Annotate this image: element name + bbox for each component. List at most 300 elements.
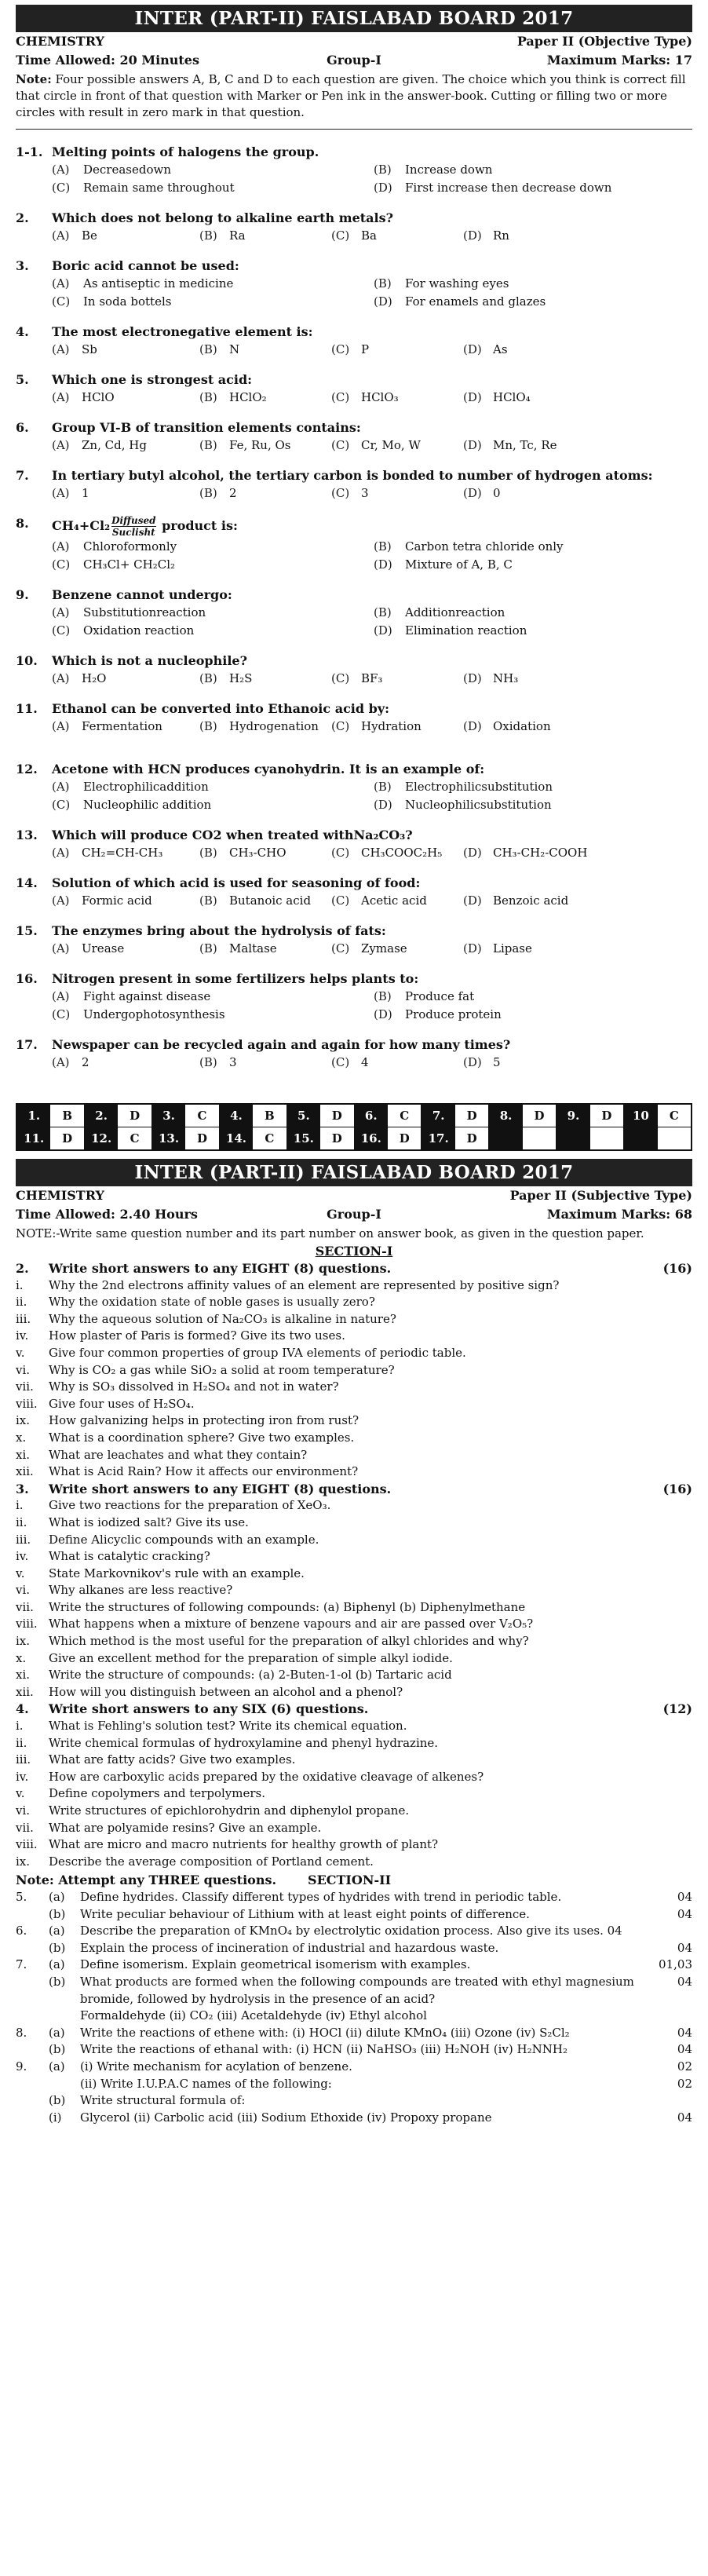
option-text: Oxidation reaction: [83, 623, 195, 638]
short-question-part: [16, 1328, 692, 1345]
short-question-part: [16, 1396, 692, 1413]
options: [16, 341, 692, 359]
short-question-part: [16, 1599, 692, 1617]
mcq-question: [16, 875, 692, 910]
mcq-stem: [16, 371, 692, 389]
mcq-question: [16, 419, 692, 455]
answer-number: [624, 1127, 657, 1149]
short-question-part: [16, 1633, 692, 1650]
option-text: HClO₂: [229, 390, 267, 404]
option-text: Ba: [361, 228, 377, 243]
group: Group-I: [327, 1207, 381, 1222]
short-question-part: [16, 1566, 692, 1583]
part-number: ix.: [16, 1413, 31, 1428]
group: Group-I: [327, 53, 381, 68]
part-number: iii.: [16, 1752, 31, 1767]
question-number: 7.: [16, 468, 29, 483]
spacer: [16, 538, 52, 556]
question-number: [16, 2092, 49, 2110]
part-text: What are fatty acids? Give two examples.: [49, 1752, 296, 1767]
answer-letter: D: [466, 1109, 477, 1123]
option-text: Fight against disease: [83, 989, 211, 1003]
question-number: [16, 1940, 49, 1957]
short-question-part: [16, 1379, 692, 1396]
part-number: ii.: [16, 1735, 27, 1750]
question-number: 9.: [16, 2059, 27, 2074]
part-number: xii.: [16, 1464, 34, 1479]
part-label: (a): [49, 1924, 65, 1938]
answer-key-cell: [355, 1127, 422, 1149]
part-label: (a): [49, 2025, 65, 2040]
option-text: Carbon tetra chloride only: [405, 539, 564, 554]
question-text: Which does not belong to alkaline earth metals?: [52, 210, 393, 225]
short-question-part: [16, 1311, 692, 1328]
option-text: CH₃Cl+ CH₂Cl₂: [83, 557, 176, 572]
part-number: i.: [16, 1277, 24, 1292]
option-text: H₂O: [82, 671, 107, 685]
part-number: i.: [16, 1498, 24, 1513]
option-label: (C): [331, 1055, 350, 1069]
option-text: Chloroformonly: [83, 539, 177, 554]
part-text: (i) Write mechanism for acylation of benzene.: [80, 2059, 352, 2074]
question-number: 14.: [16, 875, 38, 890]
subjective-header-row-2: [16, 1205, 692, 1224]
long-question-part: [16, 1974, 692, 2008]
part-text: What are micro and macro nutrients for healthy growth of plant?: [49, 1837, 439, 1852]
short-question-part: [16, 1515, 692, 1532]
question-number: 17.: [16, 1037, 38, 1052]
part-marks: 04: [677, 1889, 692, 1904]
question-text: Which will produce CO2 when treated withNa₂CO₃?: [52, 828, 413, 842]
part-marks: [653, 2092, 692, 2110]
spacer: [16, 1054, 52, 1072]
answer-number: 4.: [220, 1105, 253, 1127]
mcq-stem: [16, 761, 692, 778]
part-text: Glycerol (ii) Carbolic acid (iii) Sodium Ethoxide (iv) Propoxy propane: [80, 2110, 492, 2125]
option-text: 0: [493, 486, 501, 500]
question-number: 7.: [16, 1957, 27, 1972]
options: [16, 604, 692, 640]
option-label: (D): [463, 438, 482, 452]
mcq-question: [16, 652, 692, 688]
option-label: (A): [52, 719, 70, 733]
option-text: Mixture of A, B, C: [405, 557, 513, 572]
objective-header-row-1: [16, 32, 692, 51]
part-text: Why is CO₂ a gas while SiO₂ a solid at room temperature?: [49, 1362, 395, 1377]
long-questions: [16, 1889, 692, 2126]
part-text: Formaldehyde (ii) CO₂ (iii) Acetaldehyde (iv) Ethyl alcohol: [80, 2008, 427, 2023]
mcq-question: [16, 467, 692, 502]
answer-letter: C: [197, 1109, 207, 1123]
option-text: 4: [361, 1055, 369, 1069]
option-label: (A): [52, 989, 70, 1003]
part-number: iv.: [16, 1769, 29, 1784]
short-questions: [16, 1260, 692, 1870]
question-number: [16, 2076, 49, 2093]
option-label: (D): [463, 390, 482, 404]
section-1-heading: SECTION-I: [315, 1244, 393, 1259]
option-label: (D): [374, 623, 392, 638]
question-text: Write short answers to any EIGHT (8) questions.: [49, 1481, 392, 1496]
condition-top: Diffused: [111, 515, 156, 526]
question-number: 2.: [16, 1261, 29, 1276]
spacer: [16, 437, 52, 455]
answer-letter: D: [130, 1109, 141, 1123]
option-label: (C): [331, 893, 350, 908]
option-text: CH₃-CHO: [229, 846, 286, 860]
part-marks: 01,03: [659, 1957, 692, 1972]
section-2-header: [16, 1872, 692, 1889]
option-label: (A): [52, 228, 70, 243]
short-question-part: [16, 1752, 692, 1769]
option-label: (D): [463, 893, 482, 908]
option-text: HClO₄: [493, 390, 531, 404]
option-label: (A): [52, 342, 70, 356]
option-text: Zymase: [361, 941, 407, 955]
question-text: Solution of which acid is used for seasoning of food:: [52, 875, 421, 890]
option-text: 1: [82, 486, 89, 500]
option-label: (D): [463, 846, 482, 860]
option-label: (C): [331, 671, 350, 685]
part-text: Define hydrides. Classify different types of hydrides with trend in periodic table.: [80, 1889, 562, 1904]
part-number: vi.: [16, 1362, 31, 1377]
part-text: What happens when a mixture of benzene vapours and air are passed over V₂O₅?: [49, 1617, 534, 1631]
part-marks: [653, 2008, 692, 2025]
long-question-part: [16, 1906, 692, 1924]
mcq-question: [16, 144, 692, 197]
option-text: Substitutionreaction: [83, 605, 206, 619]
question-text: The enzymes bring about the hydrolysis of fats:: [52, 923, 386, 938]
long-question-part: [16, 1957, 692, 1974]
answer-number: 7.: [422, 1105, 454, 1127]
part-marks: 04: [677, 2042, 692, 2057]
option-label: (C): [52, 557, 71, 572]
option-label: (B): [199, 438, 217, 452]
answer-letter: C: [400, 1109, 410, 1123]
answer-letter: C: [265, 1131, 275, 1145]
part-text: What is Acid Rain? How it affects our environment?: [49, 1464, 359, 1479]
answer-key-row: [17, 1105, 691, 1127]
spacer: [16, 556, 52, 574]
answer-letter: D: [331, 1109, 342, 1123]
option-text: Elimination reaction: [405, 623, 527, 638]
options: [16, 670, 692, 688]
exam-page: [16, 5, 692, 2126]
part-label: (b): [49, 2042, 66, 2057]
part-number: ix.: [16, 1634, 31, 1649]
answer-key-cell: [624, 1127, 691, 1149]
answer-key-cell: [557, 1105, 624, 1127]
answer-key-cell: [355, 1105, 422, 1127]
short-question-part: [16, 1735, 692, 1752]
mcq-question: [16, 586, 692, 640]
time-allowed: Time Allowed: 20 Minutes: [16, 53, 199, 68]
option-label: (C): [52, 1007, 71, 1021]
option-text: Undergophotosynthesis: [83, 1007, 225, 1021]
options: [16, 484, 692, 502]
question-text: Newspaper can be recycled again and again for how many times?: [52, 1037, 511, 1052]
part-text: Give an excellent method for the preparation of simple alkyl iodide.: [49, 1650, 453, 1665]
option-text: BF₃: [361, 671, 383, 685]
answer-number: 3.: [152, 1105, 185, 1127]
subjective-header-row-1: [16, 1186, 692, 1205]
option-text: As antiseptic in medicine: [83, 276, 234, 290]
option-text: Produce protein: [405, 1007, 502, 1021]
part-marks: [653, 1923, 692, 1940]
part-text: Write the structures of following compounds: (a) Biphenyl (b) Diphenylmethane: [49, 1599, 526, 1614]
part-text: Give four uses of H₂SO₄.: [49, 1396, 195, 1411]
divider: [16, 129, 692, 130]
answer-key-cell: [287, 1105, 355, 1127]
question-text: Write short answers to any SIX (6) questions.: [49, 1701, 369, 1717]
answer-number: 15.: [287, 1127, 320, 1149]
option-label: (C): [52, 798, 71, 812]
answer-number: 8.: [489, 1105, 522, 1127]
note-label: Note:: [16, 72, 52, 86]
question-number: 15.: [16, 923, 38, 938]
part-text: What is a coordination sphere? Give two examples.: [49, 1430, 355, 1445]
mcq-question: [16, 827, 692, 862]
short-question-part: [16, 1803, 692, 1820]
option-label: (A): [52, 486, 70, 500]
part-marks: 04: [677, 1906, 692, 1921]
short-question-heading: [16, 1701, 692, 1718]
answer-letter: B: [265, 1109, 275, 1123]
option-text: Zn, Cd, Hg: [82, 438, 147, 452]
option-text: Electrophilicaddition: [83, 780, 209, 794]
part-text: Explain the process of incineration of industrial and hazardous waste.: [80, 1940, 499, 1955]
short-question-part: [16, 1548, 692, 1566]
part-label: (a): [49, 1889, 65, 1904]
question-text: Acetone with HCN produces cyanohydrin. It is an example of:: [52, 762, 485, 776]
part-text: Write structural formula of:: [80, 2093, 246, 2108]
answer-number: 1.: [17, 1105, 50, 1127]
short-question-part: [16, 1820, 692, 1837]
question-text: Benzene cannot undergo:: [52, 587, 232, 602]
short-question-part: [16, 1650, 692, 1668]
question-number: 6.: [16, 420, 29, 435]
option-text: CH₃COOC₂H₅: [361, 846, 443, 860]
short-question-heading: [16, 1260, 692, 1277]
option-text: For washing eyes: [405, 276, 509, 290]
answer-number: 9.: [557, 1105, 589, 1127]
option-text: Nucleophilicsubstitution: [405, 798, 552, 812]
part-number: iii.: [16, 1532, 31, 1547]
part-text: Write the reactions of ethene with: (i) HOCl (ii) dilute KMnO₄ (iii) Ozone (iv) S₂Cl₂: [80, 2025, 570, 2040]
options: [16, 389, 692, 407]
answer-letter: D: [534, 1109, 545, 1123]
section-2-heading: SECTION-II: [308, 1873, 392, 1888]
part-number: i.: [16, 1719, 24, 1734]
long-question-part: [16, 2025, 692, 2042]
option-text: Butanoic acid: [229, 893, 312, 908]
short-question-part: [16, 1497, 692, 1515]
option-label: (B): [199, 671, 217, 685]
part-marks: 04: [677, 2025, 692, 2040]
mcq-stem: [16, 144, 692, 161]
option-label: (B): [374, 780, 392, 794]
option-label: (C): [331, 228, 350, 243]
question-number: [16, 2041, 49, 2059]
spacer: [16, 844, 52, 862]
option-label: (C): [52, 181, 71, 195]
option-label: (D): [374, 181, 392, 195]
answer-key-cell: [557, 1127, 624, 1149]
option-text: Produce fat: [405, 989, 475, 1003]
option-text: Maltase: [229, 941, 277, 955]
short-question-part: [16, 1854, 692, 1871]
option-label: (B): [199, 342, 217, 356]
part-text: How are carboxylic acids prepared by the oxidative cleavage of alkenes?: [49, 1769, 484, 1784]
option-text: Benzoic acid: [493, 893, 569, 908]
mcq-stem: [16, 323, 692, 341]
part-number: ix.: [16, 1854, 31, 1869]
question-text: In tertiary butyl alcohol, the tertiary carbon is bonded to number of hydrogen atoms:: [52, 468, 653, 483]
option-label: (B): [374, 539, 392, 554]
answer-key-cell: [17, 1105, 85, 1127]
question-number: 13.: [16, 828, 38, 842]
option-text: NH₃: [493, 671, 519, 685]
option-text: Sb: [82, 342, 97, 356]
answer-number: 14.: [220, 1127, 253, 1149]
option-text: Urease: [82, 941, 125, 955]
option-label: (A): [52, 941, 70, 955]
option-label: (C): [331, 486, 350, 500]
question-text: Which one is strongest acid:: [52, 372, 253, 387]
question-number: 16.: [16, 971, 38, 986]
mcq-question: [16, 923, 692, 958]
question-number: 8.: [16, 2025, 27, 2040]
long-question-part: [16, 2041, 692, 2059]
option-text: 2: [82, 1055, 89, 1069]
option-text: Formic acid: [82, 893, 152, 908]
part-number: viii.: [16, 1837, 38, 1852]
options: [16, 940, 692, 958]
part-label: (b): [49, 2093, 66, 2108]
option-label: (A): [52, 1055, 70, 1069]
answer-number: [557, 1127, 589, 1149]
paper-type: Paper II (Objective Type): [516, 34, 692, 49]
option-label: (B): [374, 605, 392, 619]
long-question-part: [16, 1940, 692, 1957]
part-text: Define isomerism. Explain geometrical isomerism with examples.: [80, 1957, 471, 1972]
part-marks: 04: [677, 1974, 692, 1989]
answer-key-cell: [287, 1127, 355, 1149]
part-number: vi.: [16, 1583, 31, 1598]
long-question-part: [16, 2110, 692, 2127]
option-label: (C): [331, 846, 350, 860]
spacer: [16, 484, 52, 502]
option-label: (A): [52, 539, 70, 554]
short-question-part: [16, 1362, 692, 1379]
question-text: Write short answers to any EIGHT (8) questions.: [49, 1261, 392, 1276]
option-text: Cr, Mo, W: [361, 438, 421, 452]
question-number: [16, 1974, 49, 2008]
question-number: 4.: [16, 1701, 29, 1717]
spacer: [16, 796, 52, 814]
question-text: CH₄+Cl₂ $\frac{\text{Diffused}}{\text{Suclisht}}$ product is:: [52, 515, 238, 538]
option-text: Ra: [229, 228, 246, 243]
part-text: What are leachates and what they contain?: [49, 1447, 308, 1462]
option-label: (A): [52, 893, 70, 908]
max-marks: Maximum Marks: 17: [546, 53, 692, 68]
option-label: (B): [199, 390, 217, 404]
option-text: 3: [229, 1055, 237, 1069]
part-text: How plaster of Paris is formed? Give its two uses.: [49, 1328, 345, 1343]
option-label: (C): [52, 623, 71, 638]
question-number: [16, 2110, 49, 2127]
option-label: (B): [374, 276, 392, 290]
part-text: Write the structure of compounds: (a) 2-Buten-1-ol (b) Tartaric acid: [49, 1668, 452, 1683]
reaction-condition: [111, 515, 155, 538]
option-text: Rn: [493, 228, 509, 243]
part-text: How galvanizing helps in protecting iron from rust?: [49, 1413, 359, 1428]
options: [16, 227, 692, 245]
option-label: (B): [199, 893, 217, 908]
answer-number: 13.: [152, 1127, 185, 1149]
answer-letter: D: [331, 1131, 342, 1145]
answer-letter: D: [466, 1131, 477, 1145]
time-allowed: Time Allowed: 2.40 Hours: [16, 1207, 198, 1222]
option-text: Increase down: [405, 163, 493, 177]
option-label: (B): [199, 228, 217, 243]
spacer: [16, 179, 52, 197]
part-text: Give four common properties of group IVA elements of periodic table.: [49, 1345, 466, 1360]
question-text: Group VI-B of transition elements contains:: [52, 420, 361, 435]
option-text: First increase then decrease down: [405, 181, 612, 195]
part-label: (b): [49, 1974, 66, 1989]
question-number: 5.: [16, 372, 29, 387]
option-label: (C): [331, 342, 350, 356]
part-number: vi.: [16, 1803, 31, 1818]
part-number: x.: [16, 1650, 27, 1665]
mcq-question: [16, 700, 692, 736]
answer-letter: [658, 1127, 691, 1149]
part-text: (ii) Write I.U.P.A.C names of the following:: [80, 2076, 332, 2091]
part-label: (a): [49, 1957, 65, 1972]
spacer: [16, 1006, 52, 1024]
spacer: [16, 293, 52, 311]
option-label: (D): [463, 1055, 482, 1069]
part-text: Write the reactions of ethanal with: (i) HCN (ii) NaHSO₃ (iii) H₂NOH (iv) H₂NNH₂: [80, 2042, 567, 2057]
part-number: iv.: [16, 1549, 29, 1564]
option-label: (C): [331, 438, 350, 452]
long-question-part: [16, 2059, 692, 2076]
answer-number: 17.: [422, 1127, 454, 1149]
part-marks: 02: [677, 2076, 692, 2091]
short-question-part: [16, 1667, 692, 1684]
spacer: [16, 718, 52, 736]
option-text: Hydrogenation: [229, 719, 319, 733]
option-text: Mn, Tc, Re: [493, 438, 557, 452]
part-text: Define Alicyclic compounds with an example.: [49, 1532, 319, 1547]
short-question-part: [16, 1430, 692, 1447]
long-question-part: [16, 2008, 692, 2025]
option-text: Hydration: [361, 719, 422, 733]
question-number: 12.: [16, 762, 38, 776]
question-number: 8.: [16, 516, 29, 531]
options: [16, 161, 692, 197]
spacer: [16, 604, 52, 622]
spacer: [16, 670, 52, 688]
options: [16, 437, 692, 455]
option-label: (A): [52, 846, 70, 860]
objective-banner: INTER (PART-II) FAISLABAD BOARD 2017: [16, 5, 692, 32]
mcq-stem: [16, 923, 692, 940]
option-text: In soda bottels: [83, 294, 172, 309]
part-text: Write structures of epichlorohydrin and diphenylol propane.: [49, 1803, 410, 1818]
option-label: (D): [463, 941, 482, 955]
